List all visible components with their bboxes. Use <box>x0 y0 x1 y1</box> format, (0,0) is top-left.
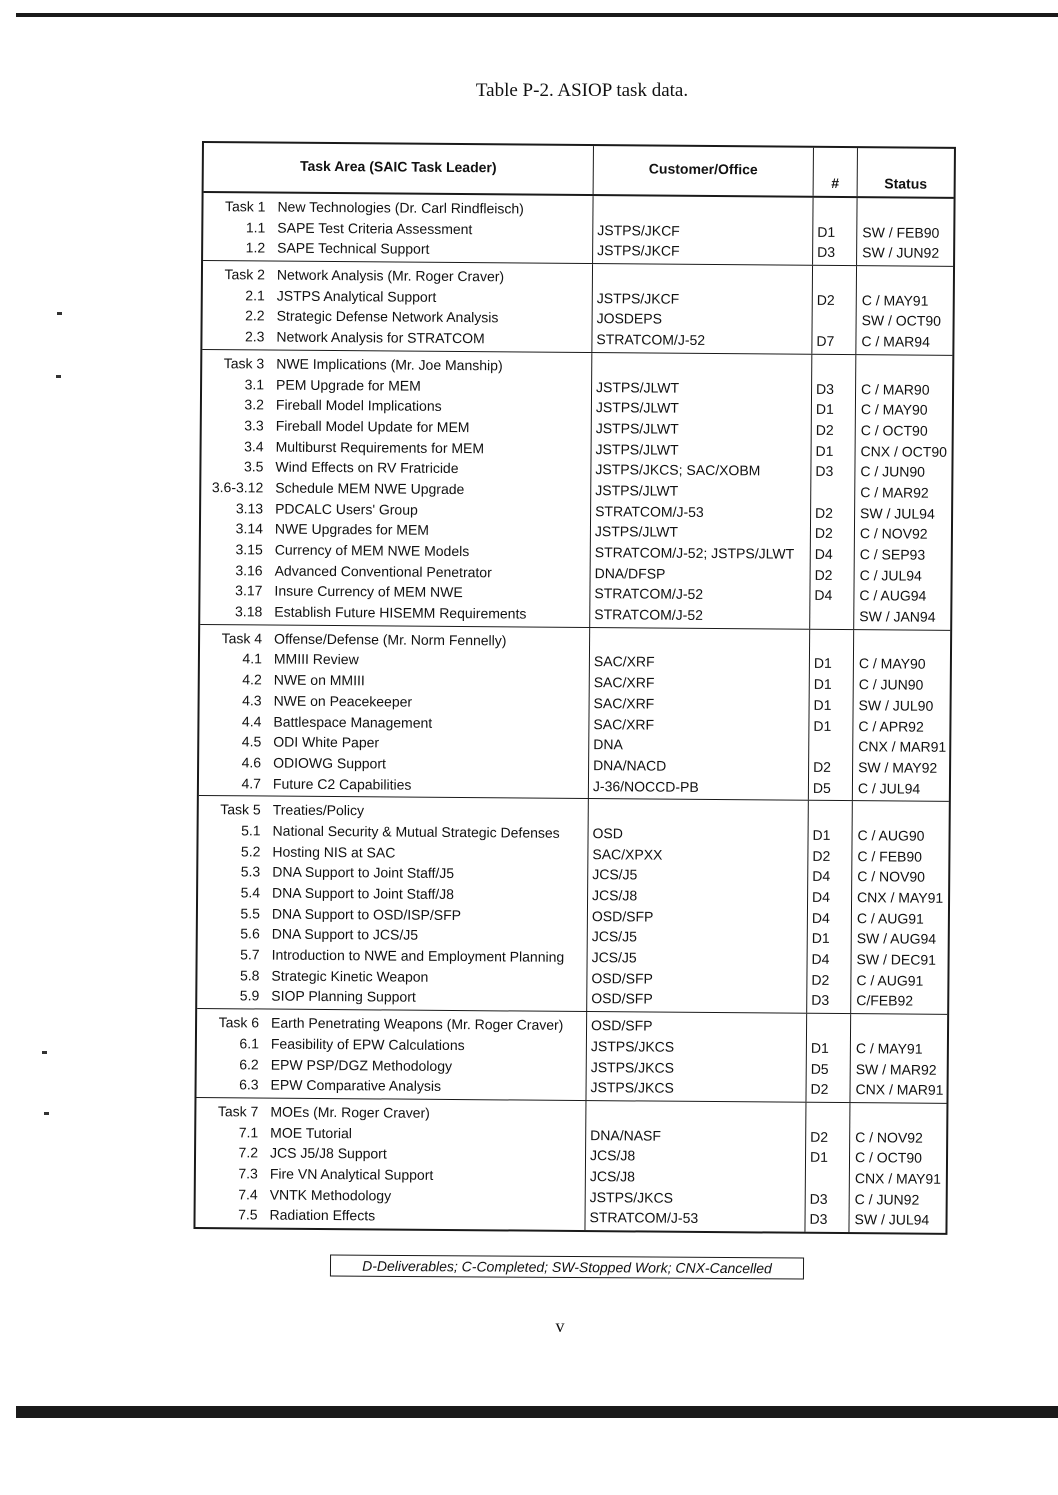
task-area-cell <box>203 193 594 263</box>
task-number: Task 2 <box>224 266 266 283</box>
status-cell <box>857 198 954 266</box>
task-name: Strategic Kinetic Weapon <box>271 967 429 985</box>
task-number: 5.6 <box>240 925 260 942</box>
bottom-rule <box>16 1406 1058 1418</box>
task-status: C / AUG94 <box>859 587 927 605</box>
task-status: SW / MAY92 <box>858 759 938 776</box>
table-body <box>195 193 953 1233</box>
deliverable-number <box>812 358 855 379</box>
deliverable-number: D1 <box>813 675 832 693</box>
task-status <box>854 633 950 654</box>
customer-cell <box>586 1012 807 1101</box>
task-status: C/FEB92 <box>856 992 914 1010</box>
task-status: CNX / MAR91 <box>855 1081 944 1099</box>
task-status: C / MAY91 <box>855 1039 923 1057</box>
task-status: C / AUG91 <box>856 909 924 927</box>
task-status: SW / JUN92 <box>862 244 940 262</box>
status-cell <box>853 630 950 801</box>
task-status: C / NOV92 <box>859 525 928 543</box>
task-name: Insure Currency of MEM NWE <box>274 582 463 601</box>
task-group <box>199 625 950 802</box>
table-title: Table P-2. ASIOP task data. <box>475 80 689 101</box>
task-number: Task 7 <box>217 1103 259 1120</box>
task-status: C / MAR94 <box>861 333 930 350</box>
task-status: SW / DEC91 <box>856 951 937 968</box>
task-name: JSTPS Analytical Support <box>276 287 437 305</box>
task-status: C / JUN90 <box>858 676 924 693</box>
customer-office: JOSDEPS <box>596 310 663 328</box>
task-number: 3.14 <box>235 520 264 537</box>
task-name: SIOP Planning Support <box>271 988 416 1006</box>
customer-office <box>586 1104 805 1126</box>
task-number: 5.7 <box>240 946 260 963</box>
deliverable-number: D1 <box>817 223 836 240</box>
deliverable-cell <box>807 801 853 1013</box>
task-number: 1.2 <box>245 239 266 256</box>
deliverable-cell <box>810 355 856 629</box>
task-name: Battlespace Management <box>273 713 433 731</box>
task-name: Establish Future HISEMM Requirements <box>274 603 527 622</box>
table-header-row <box>204 143 954 199</box>
customer-office: STRATCOM/J-53 <box>595 502 704 520</box>
deliverable-number <box>810 606 853 627</box>
task-name: Advanced Conventional Penetrator <box>274 562 492 580</box>
deliverable-cell <box>805 1103 850 1232</box>
task-status: C / APR92 <box>858 717 924 735</box>
task-number: Task 4 <box>221 629 263 647</box>
task-status: C / FEB90 <box>857 847 923 865</box>
task-name: EPW Comparative Analysis <box>270 1076 442 1095</box>
customer-office: DNA/NACD <box>593 756 667 774</box>
deliverable-number <box>807 1017 850 1038</box>
deliverable-number: D4 <box>811 909 830 926</box>
deliverable-number <box>811 482 854 503</box>
task-number: 2.2 <box>245 307 265 324</box>
task-status: SW / AUG94 <box>856 930 937 948</box>
task-name: Schedule MEM NWE Upgrade <box>275 479 465 498</box>
header-task-area: Task Area (SAIC Task Leader) <box>204 143 594 194</box>
deliverable-number: D5 <box>810 1060 829 1077</box>
task-number: 3.1 <box>244 375 265 392</box>
task-status: C / JUN90 <box>860 463 926 480</box>
deliverable-number: D1 <box>813 696 832 713</box>
task-number: 7.2 <box>238 1144 259 1161</box>
task-name: NWE Implications (Mr. Joe Manship) <box>276 355 503 374</box>
deliverable-number: D2 <box>811 971 830 988</box>
deliverable-number <box>806 1168 849 1189</box>
customer-office: JCS/J8 <box>589 1168 636 1185</box>
task-name: DNA Support to OSD/ISP/SFP <box>271 905 462 923</box>
task-name: Feasibility of EPW Calculations <box>270 1035 465 1053</box>
customer-office: STRATCOM/J-52 <box>594 606 703 624</box>
task-status: C / OCT90 <box>860 422 928 439</box>
task-name: DNA Support to Joint Staff/J5 <box>272 863 455 882</box>
task-name: National Security & Mutual Strategic Defenses <box>272 822 560 841</box>
task-status: SW / MAR92 <box>855 1060 937 1078</box>
customer-office: JCS/J8 <box>592 887 638 904</box>
deliverable-number <box>813 310 856 331</box>
task-number: 4.2 <box>242 671 262 688</box>
task-number: 3.13 <box>235 499 264 517</box>
deliverable-number <box>809 804 852 825</box>
customer-office <box>590 631 809 653</box>
task-status: SW / JUL90 <box>858 696 934 714</box>
task-name: Fireball Model Update for MEM <box>275 417 470 435</box>
task-status: CNX / OCT90 <box>860 442 948 460</box>
deliverable-number: D1 <box>809 1149 829 1166</box>
task-line <box>199 773 588 797</box>
customer-office: OSD/SFP <box>591 907 654 925</box>
customer-office: SAC/XRF <box>593 715 655 733</box>
task-name: SAPE Test Criteria Assessment <box>277 219 473 237</box>
task-number: Task 3 <box>223 354 265 372</box>
customer-office <box>589 802 808 824</box>
task-number: 3.15 <box>235 541 263 558</box>
task-name: DNA Support to Joint Staff/J8 <box>272 884 455 903</box>
task-name: New Technologies (Dr. Carl Rindfleisch) <box>277 198 524 217</box>
deliverable-number <box>813 269 856 290</box>
scan-mark <box>44 1112 49 1115</box>
customer-office: OSD/SFP <box>591 969 653 987</box>
header-customer-office: Customer/Office <box>594 146 814 196</box>
task-name: MMIII Review <box>273 651 359 668</box>
task-status: C / SEP93 <box>859 546 926 563</box>
deliverable-number: D2 <box>815 504 834 521</box>
task-status: C / JUL94 <box>857 779 921 797</box>
task-name: Fire VN Analytical Support <box>269 1165 434 1183</box>
customer-cell <box>590 353 812 629</box>
task-number: 5.2 <box>240 842 261 860</box>
deliverable-number <box>813 201 856 222</box>
task-status: CNX / MAY91 <box>854 1170 942 1187</box>
top-rule <box>16 13 1058 17</box>
customer-office: OSD <box>592 825 623 842</box>
task-status: SW / JUL94 <box>854 1211 930 1229</box>
deliverable-number: D1 <box>815 442 834 459</box>
task-number: 1.1 <box>245 219 266 236</box>
customer-office: SAC/XRF <box>593 694 655 712</box>
task-status <box>853 804 949 825</box>
deliverable-number: D2 <box>813 758 832 775</box>
status-cell <box>849 1103 946 1233</box>
deliverable-number: D1 <box>813 655 832 672</box>
task-number: Task 1 <box>224 198 266 215</box>
task-number: 4.1 <box>242 650 262 667</box>
customer-office: STRATCOM/J-52 <box>596 331 706 349</box>
task-area-cell <box>200 350 592 627</box>
task-status: C / OCT90 <box>854 1149 923 1166</box>
task-status: C / NOV92 <box>855 1128 923 1146</box>
task-number: 3.17 <box>235 582 263 599</box>
task-name: Currency of MEM NWE Models <box>274 541 470 560</box>
task-name: Earth Penetrating Weapons (Mr. Roger Craver) <box>271 1014 564 1033</box>
deliverable-number: D2 <box>814 566 833 583</box>
task-name: Radiation Effects <box>269 1206 376 1224</box>
task-name: Network Analysis (Mr. Roger Craver) <box>276 266 505 285</box>
customer-office: JCS/J5 <box>592 866 638 883</box>
deliverable-number: D2 <box>816 291 835 308</box>
deliverable-number: D2 <box>814 525 833 542</box>
task-name: SAPE Technical Support <box>277 239 430 258</box>
status-cell <box>856 266 953 355</box>
task-status: SW / JUL94 <box>860 504 935 522</box>
task-status: SW / OCT90 <box>861 312 942 330</box>
deliverable-number: D3 <box>809 1211 828 1228</box>
task-area-cell <box>197 796 589 1011</box>
task-number: 5.5 <box>240 905 261 922</box>
deliverable-number: D3 <box>816 380 835 397</box>
task-group <box>196 1009 947 1104</box>
customer-office: STRATCOM/J-52 <box>594 585 704 603</box>
task-number: 5.4 <box>240 884 261 901</box>
task-group <box>203 193 954 267</box>
scan-mark <box>57 312 62 315</box>
task-name: Offense/Defense (Mr. Norm Fennelly) <box>274 630 507 649</box>
deliverable-number: D3 <box>809 1190 828 1207</box>
task-name: NWE on MMIII <box>273 671 365 689</box>
deliverable-cell <box>806 1014 851 1102</box>
task-status: CNX / MAR91 <box>858 738 947 756</box>
deliverable-number: D2 <box>810 1080 829 1098</box>
task-number: 5.1 <box>241 822 261 839</box>
task-status <box>857 269 953 290</box>
customer-office <box>593 199 812 221</box>
deliverable-number: D5 <box>812 779 831 796</box>
customer-office: DNA/DFSP <box>594 564 666 582</box>
task-number: 4.6 <box>241 754 262 771</box>
task-number: 4.3 <box>242 692 262 709</box>
customer-cell <box>587 799 809 1013</box>
customer-office: STRATCOM/J-53 <box>589 1209 699 1227</box>
task-number: 7.3 <box>238 1165 258 1182</box>
customer-office: SAC/XPXX <box>592 845 663 863</box>
task-status: C / MAY90 <box>860 401 928 418</box>
task-number: 3.3 <box>244 417 264 434</box>
customer-office: JSTPS/JKCS <box>590 1037 675 1055</box>
customer-office: JSTPS/JLWT <box>595 482 679 499</box>
task-area-cell <box>199 625 590 799</box>
task-name: EPW PSP/DGZ Methodology <box>270 1056 453 1074</box>
deliverable-number: D2 <box>815 421 834 438</box>
customer-office: JSTPS/JLWT <box>596 378 680 396</box>
task-number: 5.8 <box>239 967 260 984</box>
task-name: Network Analysis for STRATCOM <box>276 328 485 347</box>
customer-office: JSTPS/JLWT <box>595 440 679 458</box>
task-number: 7.1 <box>238 1123 259 1141</box>
task-number: 4.7 <box>241 774 262 792</box>
deliverable-number: D3 <box>811 992 830 1009</box>
task-status: C / AUG90 <box>857 827 925 844</box>
task-line <box>197 1074 586 1098</box>
task-number: 7.5 <box>238 1206 258 1223</box>
task-name: Future C2 Capabilities <box>272 775 412 793</box>
customer-office: OSD/SFP <box>591 990 653 1008</box>
scan-mark <box>56 375 61 378</box>
deliverable-number: D4 <box>814 587 833 604</box>
deliverable-cell <box>812 266 857 354</box>
task-group <box>197 796 949 1015</box>
status-cell <box>851 801 949 1014</box>
deliverable-number: D4 <box>811 950 830 968</box>
customer-office: JSTPS/JKCS <box>589 1188 674 1206</box>
task-area-cell <box>195 1098 586 1230</box>
deliverable-number <box>806 1106 849 1127</box>
deliverable-cell <box>809 630 854 801</box>
deliverable-number: D1 <box>812 826 831 843</box>
task-status: C / MAY90 <box>858 655 926 673</box>
task-status <box>857 201 953 222</box>
task-number: Task 6 <box>218 1014 260 1031</box>
customer-office: JSTPS/JLWT <box>595 399 679 416</box>
customer-office: JSTPS/JLWT <box>594 523 678 541</box>
task-status <box>856 358 952 379</box>
task-group <box>195 1098 946 1233</box>
status-cell <box>854 355 952 630</box>
customer-office: DNA <box>593 736 623 753</box>
task-name: MOEs (Mr. Roger Craver) <box>270 1103 430 1121</box>
customer-office <box>592 356 811 378</box>
task-name: PEM Upgrade for MEM <box>276 376 421 394</box>
task-status: C / AUG91 <box>856 971 924 989</box>
task-number: 6.1 <box>239 1035 259 1052</box>
customer-office: JSTPS/JKCS; SAC/XOBM <box>595 461 761 479</box>
task-name: ODI White Paper <box>273 733 380 751</box>
deliverable-number <box>810 633 853 654</box>
customer-office: JCS/J5 <box>591 949 637 966</box>
task-number: 6.2 <box>239 1055 259 1072</box>
task-area-cell <box>196 1009 587 1100</box>
deliverable-number: D7 <box>816 332 835 350</box>
task-number: 3.6-3.12 <box>211 479 264 496</box>
task-name: Wind Effects on RV Fratricide <box>275 458 459 477</box>
deliverable-number: D4 <box>814 545 833 562</box>
header-deliverable-number: # <box>814 148 858 196</box>
task-name: NWE Upgrades for MEM <box>274 520 430 539</box>
customer-cell <box>592 264 813 353</box>
deliverable-number: D1 <box>815 401 834 418</box>
customer-office: J-36/NOCCD-PB <box>592 777 699 795</box>
task-name: Multiburst Requirements for MEM <box>275 438 485 456</box>
task-number: 3.2 <box>244 396 264 413</box>
task-number: 7.4 <box>238 1185 258 1203</box>
deliverable-cell <box>813 198 858 265</box>
deliverable-number: D2 <box>810 1128 829 1145</box>
deliverable-number: D4 <box>812 868 831 885</box>
task-status <box>850 1106 946 1127</box>
task-data-table <box>193 141 956 1235</box>
task-number: 2.1 <box>245 287 265 304</box>
task-name: MOE Tutorial <box>270 1124 352 1141</box>
task-status: CNX / MAY91 <box>857 889 944 906</box>
task-status: SW / FEB90 <box>862 223 940 241</box>
task-number: Task 5 <box>220 801 261 818</box>
deliverable-number: D1 <box>810 1039 829 1056</box>
task-line <box>200 601 589 625</box>
task-name: Introduction to NWE and Employment Planning <box>271 946 565 965</box>
task-name: NWE on Peacekeeper <box>273 692 413 710</box>
task-number: 3.18 <box>234 603 263 620</box>
customer-office: OSD/SFP <box>591 1017 653 1034</box>
task-number: 6.3 <box>239 1076 259 1093</box>
task-group <box>202 261 953 356</box>
customer-office: JSTPS/JLWT <box>595 419 679 437</box>
task-number: 2.3 <box>244 328 265 345</box>
status-cell <box>850 1014 947 1103</box>
customer-office: JSTPS/JKCS <box>590 1058 675 1076</box>
customer-cell <box>593 196 814 265</box>
task-status: C / MAR90 <box>861 380 930 398</box>
task-name: Fireball Model Implications <box>275 396 442 415</box>
customer-office: JSTPS/JKCF <box>597 242 680 260</box>
customer-office: JCS/J8 <box>589 1147 636 1164</box>
task-status: C / NOV90 <box>857 868 926 886</box>
task-number: 4.4 <box>241 712 262 729</box>
customer-office: SAC/XRF <box>593 653 655 671</box>
task-name: ODIOWG Support <box>273 754 386 772</box>
task-line <box>197 985 586 1009</box>
header-status: Status <box>884 175 928 192</box>
task-number: 3.5 <box>243 458 264 475</box>
task-status: C / JUN92 <box>854 1190 920 1208</box>
task-status <box>851 1017 947 1038</box>
task-status: C / MAY91 <box>861 291 929 309</box>
task-group <box>200 350 952 631</box>
task-status: C / JUL94 <box>859 566 922 584</box>
task-line <box>195 1204 584 1228</box>
task-number: 5.3 <box>240 863 261 880</box>
customer-office: JSTPS/JKCF <box>596 289 680 307</box>
customer-office: JSTPS/JKCS <box>590 1079 674 1096</box>
task-number: 4.5 <box>241 733 262 750</box>
task-status: C / MAR92 <box>860 484 929 501</box>
task-name: DNA Support to JCS/J5 <box>271 925 419 944</box>
task-area-cell <box>202 261 593 352</box>
customer-office: STRATCOM/J-52; JSTPS/JLWT <box>594 544 795 562</box>
scan-mark <box>42 1051 47 1054</box>
deliverable-number: D3 <box>815 463 834 480</box>
customer-cell <box>585 1101 806 1232</box>
customer-cell <box>589 628 810 800</box>
task-number: 3.4 <box>244 437 264 455</box>
task-name: JCS J5/J8 Support <box>269 1144 387 1162</box>
task-status: SW / JAN94 <box>859 608 936 625</box>
task-number: 5.9 <box>239 987 260 1004</box>
deliverable-number: D1 <box>811 930 830 947</box>
customer-office: DNA/NASF <box>590 1126 662 1144</box>
customer-office <box>593 267 812 289</box>
deliverable-number: D4 <box>812 888 831 905</box>
deliverable-number <box>809 736 852 757</box>
deliverable-number: D2 <box>812 847 831 864</box>
page-number: v <box>555 1316 565 1336</box>
task-line <box>203 237 592 261</box>
task-line <box>202 326 591 350</box>
customer-office: SAC/XRF <box>593 674 655 691</box>
legend-box: D-Deliverables; C-Completed; SW-Stopped Work; CNX-Cancelled <box>330 1255 804 1280</box>
task-name: VNTK Methodology <box>269 1186 392 1204</box>
task-name: PDCALC Users' Group <box>275 500 418 518</box>
customer-office: JCS/J5 <box>591 928 637 945</box>
task-name: Strategic Defense Network Analysis <box>276 308 499 326</box>
task-name: Hosting NIS at SAC <box>272 843 396 861</box>
customer-office: JSTPS/JKCF <box>597 221 680 239</box>
task-number: 3.16 <box>235 561 263 579</box>
deliverable-number: D1 <box>813 717 832 734</box>
task-name: Treaties/Policy <box>272 801 365 819</box>
deliverable-number: D3 <box>817 244 836 261</box>
